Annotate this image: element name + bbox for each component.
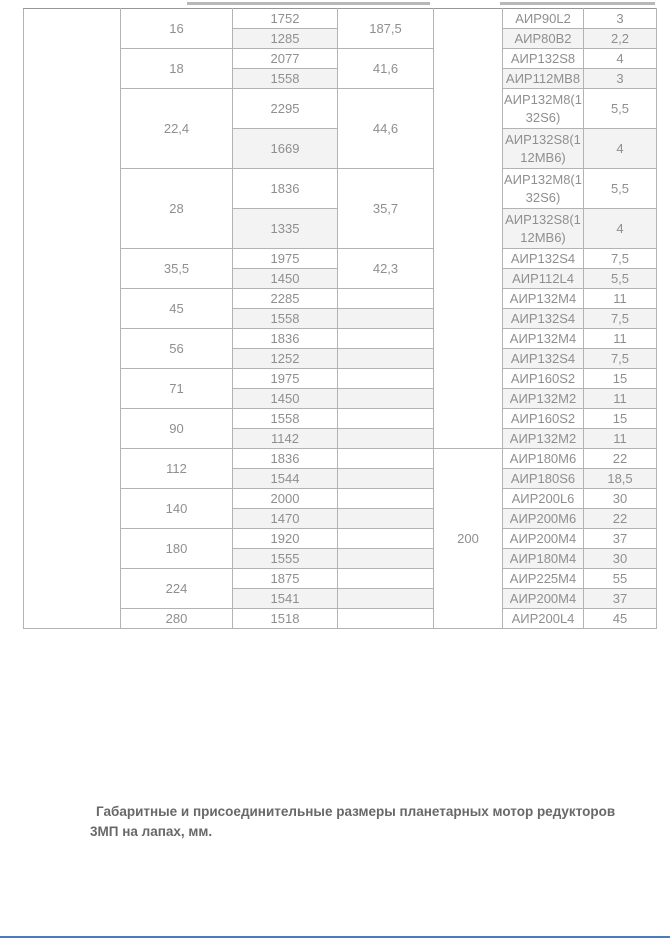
cell-col4-empty: [338, 309, 434, 329]
cell-power: 22: [584, 449, 657, 469]
cell-motor-model: АИР90L2: [503, 9, 584, 29]
cell-motor-model: АИР200М6: [503, 509, 584, 529]
cell-left-empty: [24, 9, 121, 629]
cell-col3-value: 1450: [233, 389, 338, 409]
cell-ratio: 280: [121, 609, 233, 629]
cell-power: 7,5: [584, 249, 657, 269]
cell-col4-empty: [338, 509, 434, 529]
cell-col3-value: 1975: [233, 249, 338, 269]
cell-power: 5,5: [584, 169, 657, 209]
cell-col4-empty: [338, 429, 434, 449]
cell-power: 2,2: [584, 29, 657, 49]
cell-col4-empty: [338, 569, 434, 589]
cell-motor-model: АИР225М4: [503, 569, 584, 589]
cell-col3-value: 1558: [233, 309, 338, 329]
cell-motor-model: АИР112L4: [503, 269, 584, 289]
cell-ratio: 112: [121, 449, 233, 489]
cell-ratio: 16: [121, 9, 233, 49]
cell-power: 7,5: [584, 309, 657, 329]
cell-col4-empty: [338, 289, 434, 309]
cell-ratio: 45: [121, 289, 233, 329]
cell-motor-model: АИР132М2: [503, 389, 584, 409]
cell-col3-value: 1558: [233, 69, 338, 89]
cell-motor-model: АИР200М4: [503, 529, 584, 549]
cell-col3-value: 1285: [233, 29, 338, 49]
cell-col3-value: 1541: [233, 589, 338, 609]
cell-ratio: 22,4: [121, 89, 233, 169]
cell-ratio: 18: [121, 49, 233, 89]
cell-power: 30: [584, 489, 657, 509]
cell-motor-model: АИР132М8(132S6): [503, 89, 584, 129]
cell-motor-model: АИР132М4: [503, 329, 584, 349]
cell-col5-empty: [434, 9, 503, 449]
cell-col3-value: 1470: [233, 509, 338, 529]
cell-col4-empty: [338, 589, 434, 609]
cell-col3-value: 2000: [233, 489, 338, 509]
cell-col3-value: 1252: [233, 349, 338, 369]
cell-motor-model: АИР132М2: [503, 429, 584, 449]
cell-power: 3: [584, 69, 657, 89]
cell-motor-model: АИР160S2: [503, 369, 584, 389]
cell-col4-empty: [338, 489, 434, 509]
cutoff-row-remnant: [187, 2, 430, 5]
cell-power: 15: [584, 369, 657, 389]
cell-ratio: 56: [121, 329, 233, 369]
cell-ratio: 224: [121, 569, 233, 609]
cell-col5-value: 200: [434, 449, 503, 629]
cutoff-row-remnant: [500, 2, 655, 5]
cell-col4-empty: [338, 389, 434, 409]
cell-motor-model: АИР132S8(112МВ6): [503, 209, 584, 249]
cell-motor-model: АИР180М6: [503, 449, 584, 469]
cell-power: 4: [584, 49, 657, 69]
caption-line1: Габаритные и присоединительные размеры планетарных мотор редукторов: [96, 803, 616, 819]
cell-col3-value: 1920: [233, 529, 338, 549]
cell-ratio: 28: [121, 169, 233, 249]
cell-power: 11: [584, 389, 657, 409]
cell-col3-value: 1544: [233, 469, 338, 489]
cell-col4-empty: [338, 449, 434, 469]
cell-col3-value: 1450: [233, 269, 338, 289]
cell-motor-model: АИР160S2: [503, 409, 584, 429]
cell-power: 30: [584, 549, 657, 569]
cell-col4-empty: [338, 349, 434, 369]
cell-col4-value: 187,5: [338, 9, 434, 49]
cell-col4-value: 41,6: [338, 49, 434, 89]
cell-motor-model: АИР112МВ8: [503, 69, 584, 89]
cell-power: 18,5: [584, 469, 657, 489]
cell-col4-empty: [338, 469, 434, 489]
cell-motor-model: АИР80В2: [503, 29, 584, 49]
cell-col3-value: 2077: [233, 49, 338, 69]
cell-col3-value: 1669: [233, 129, 338, 169]
table-row: [24, 9, 657, 29]
cell-motor-model: АИР132S4: [503, 349, 584, 369]
cell-motor-model: АИР132S8: [503, 49, 584, 69]
cell-col4-empty: [338, 529, 434, 549]
cell-power: 7,5: [584, 349, 657, 369]
cell-motor-model: АИР180S6: [503, 469, 584, 489]
cell-motor-model: АИР132М8(132S6): [503, 169, 584, 209]
cell-power: 15: [584, 409, 657, 429]
cell-col3-value: 1558: [233, 409, 338, 429]
cell-motor-model: АИР132S8(112МВ6): [503, 129, 584, 169]
cell-col3-value: 1836: [233, 169, 338, 209]
cell-power: 4: [584, 129, 657, 169]
cell-power: 11: [584, 429, 657, 449]
cell-power: 45: [584, 609, 657, 629]
cell-col4-value: 35,7: [338, 169, 434, 249]
cell-power: 3: [584, 9, 657, 29]
cell-power: 37: [584, 589, 657, 609]
table-caption: [90, 802, 630, 842]
cell-col3-value: 1875: [233, 569, 338, 589]
cell-motor-model: АИР200L4: [503, 609, 584, 629]
cell-power: 5,5: [584, 89, 657, 129]
cell-ratio: 71: [121, 369, 233, 409]
cell-motor-model: АИР200М4: [503, 589, 584, 609]
cell-col3-value: 1518: [233, 609, 338, 629]
cell-motor-model: АИР132М4: [503, 289, 584, 309]
cell-col4-empty: [338, 549, 434, 569]
cell-col3-value: 1836: [233, 329, 338, 349]
cell-col3-value: 1752: [233, 9, 338, 29]
cell-motor-model: АИР132S4: [503, 249, 584, 269]
cell-ratio: 140: [121, 489, 233, 529]
cell-col3-value: 2295: [233, 89, 338, 129]
cell-col4-empty: [338, 409, 434, 429]
cell-col4-empty: [338, 369, 434, 389]
caption-line2: 3МП на лапах, мм.: [90, 823, 213, 839]
cell-col3-value: 1335: [233, 209, 338, 249]
cell-motor-model: АИР200L6: [503, 489, 584, 509]
cell-col3-value: 1975: [233, 369, 338, 389]
cell-col3-value: 1555: [233, 549, 338, 569]
cell-power: 5,5: [584, 269, 657, 289]
cell-power: 11: [584, 289, 657, 309]
cell-col4-empty: [338, 609, 434, 629]
motor-reducer-table-body: [24, 9, 657, 629]
cell-col4-value: 42,3: [338, 249, 434, 289]
cell-col4-empty: [338, 329, 434, 349]
cell-power: 37: [584, 529, 657, 549]
cell-motor-model: АИР180М4: [503, 549, 584, 569]
cell-col4-value: 44,6: [338, 89, 434, 169]
cell-power: 11: [584, 329, 657, 349]
cell-col3-value: 1142: [233, 429, 338, 449]
cell-power: 4: [584, 209, 657, 249]
motor-reducer-table: [23, 8, 657, 629]
cell-col3-value: 1836: [233, 449, 338, 469]
cell-power: 22: [584, 509, 657, 529]
cell-col3-value: 2285: [233, 289, 338, 309]
cell-motor-model: АИР132S4: [503, 309, 584, 329]
cell-ratio: 35,5: [121, 249, 233, 289]
cell-ratio: 180: [121, 529, 233, 569]
cell-ratio: 90: [121, 409, 233, 449]
cell-power: 55: [584, 569, 657, 589]
page-bottom-rule: [0, 936, 670, 938]
